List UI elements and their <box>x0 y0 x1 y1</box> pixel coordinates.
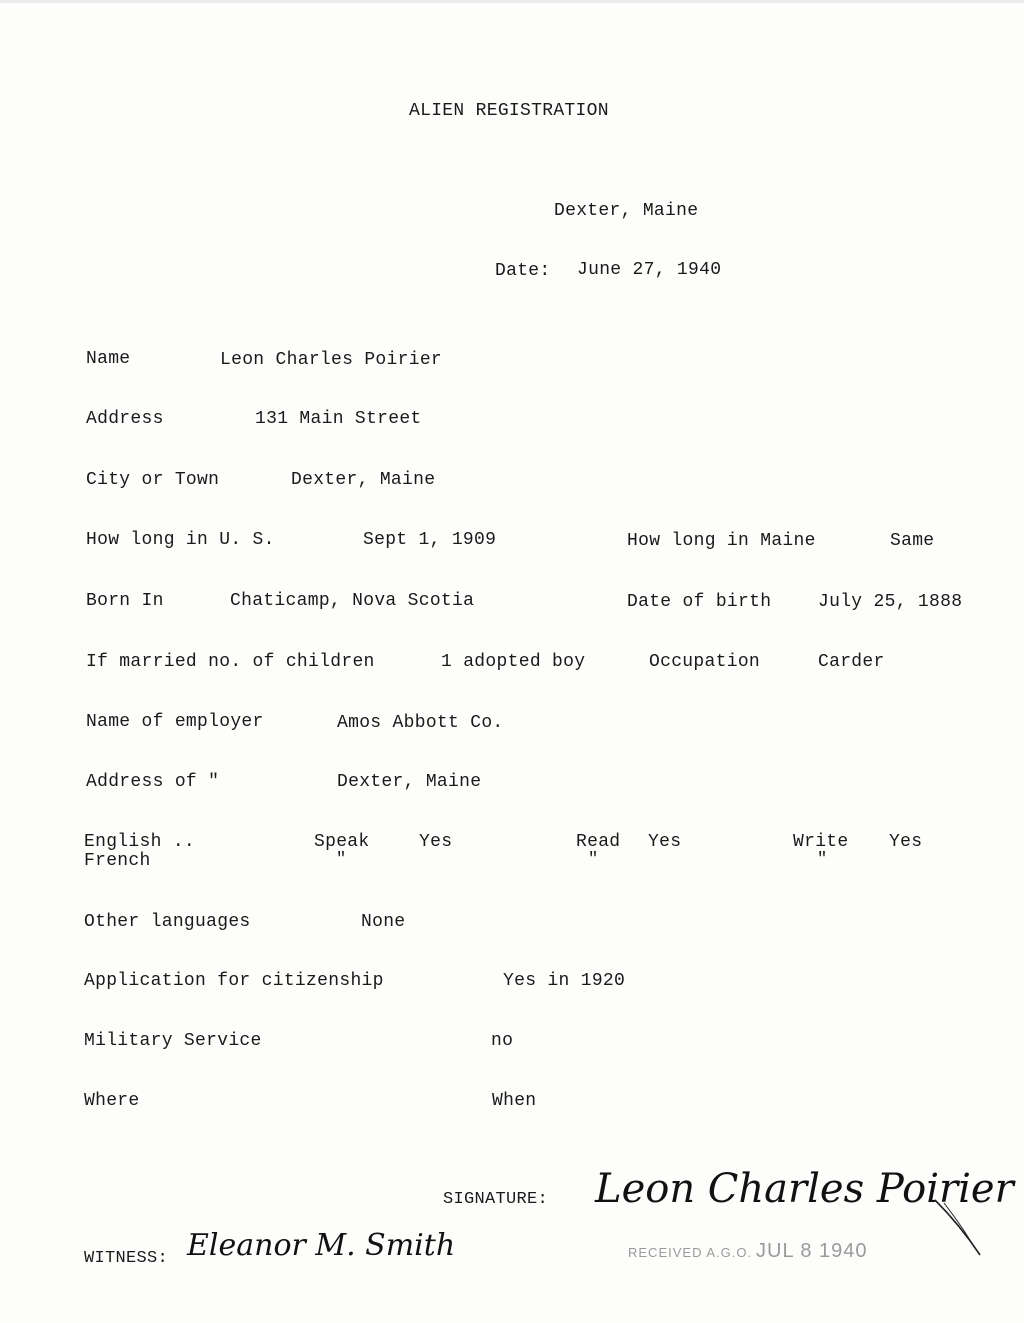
how-long-maine-value: Same <box>890 531 935 551</box>
occupation-label: Occupation <box>649 652 761 672</box>
military-label: Military Service <box>84 1031 262 1051</box>
employer-address-label: Address of " <box>86 772 220 792</box>
when-label: When <box>492 1091 537 1111</box>
french-label: French <box>84 851 151 871</box>
dob-label: Date of birth <box>627 592 772 612</box>
place-text: Dexter, Maine <box>554 201 699 221</box>
citizenship-label: Application for citizenship <box>84 971 384 991</box>
children-value: 1 adopted boy <box>441 652 586 672</box>
witness-signature: Eleanor M. Smith <box>187 1228 456 1263</box>
name-label: Name <box>86 349 131 369</box>
witness-label: WITNESS: <box>84 1249 169 1268</box>
received-stamp: RECEIVED A.G.O. <box>628 1245 753 1260</box>
address-value: 131 Main Street <box>255 409 422 429</box>
document-title: ALIEN REGISTRATION <box>409 101 609 121</box>
citizenship-value: Yes in 1920 <box>503 971 626 991</box>
occupation-value: Carder <box>818 652 885 672</box>
how-long-maine-label: How long in Maine <box>627 531 816 551</box>
applicant-signature: Leon Charles Poirier <box>595 1166 1014 1212</box>
speak-value: Yes <box>419 832 453 852</box>
employer-value: Amos Abbott Co. <box>337 713 504 733</box>
born-in-label: Born In <box>86 591 164 611</box>
military-value: no <box>491 1031 514 1051</box>
address-label: Address <box>86 409 164 429</box>
city-label: City or Town <box>86 470 220 490</box>
date-value: June 27, 1940 <box>577 260 722 280</box>
speak-ditto: " <box>336 850 347 869</box>
dob-value: July 25, 1888 <box>818 592 963 612</box>
english-label: English .. <box>84 832 196 852</box>
speak-label: Speak <box>314 832 370 852</box>
read-value: Yes <box>648 832 682 852</box>
city-value: Dexter, Maine <box>291 470 436 490</box>
write-ditto: " <box>817 850 828 869</box>
read-ditto: " <box>588 850 599 869</box>
where-label: Where <box>84 1091 140 1111</box>
received-stamp-date: JUL 8 1940 <box>756 1240 868 1262</box>
other-languages-value: None <box>361 912 406 932</box>
employer-address-value: Dexter, Maine <box>337 772 482 792</box>
other-languages-label: Other languages <box>84 912 251 932</box>
how-long-us-label: How long in U. S. <box>86 530 275 550</box>
signature-label: SIGNATURE: <box>443 1190 549 1209</box>
employer-label: Name of employer <box>86 712 264 732</box>
children-label: If married no. of children <box>86 652 375 672</box>
write-label: Write <box>793 832 849 852</box>
read-label: Read <box>576 832 621 852</box>
date-label: Date: <box>495 261 551 281</box>
signature-flourish <box>930 1195 990 1265</box>
write-value: Yes <box>889 832 923 852</box>
name-value: Leon Charles Poirier <box>220 350 443 370</box>
how-long-us-value: Sept 1, 1909 <box>363 530 497 550</box>
born-in-value: Chaticamp, Nova Scotia <box>230 591 475 611</box>
scan-edge <box>0 0 1024 3</box>
